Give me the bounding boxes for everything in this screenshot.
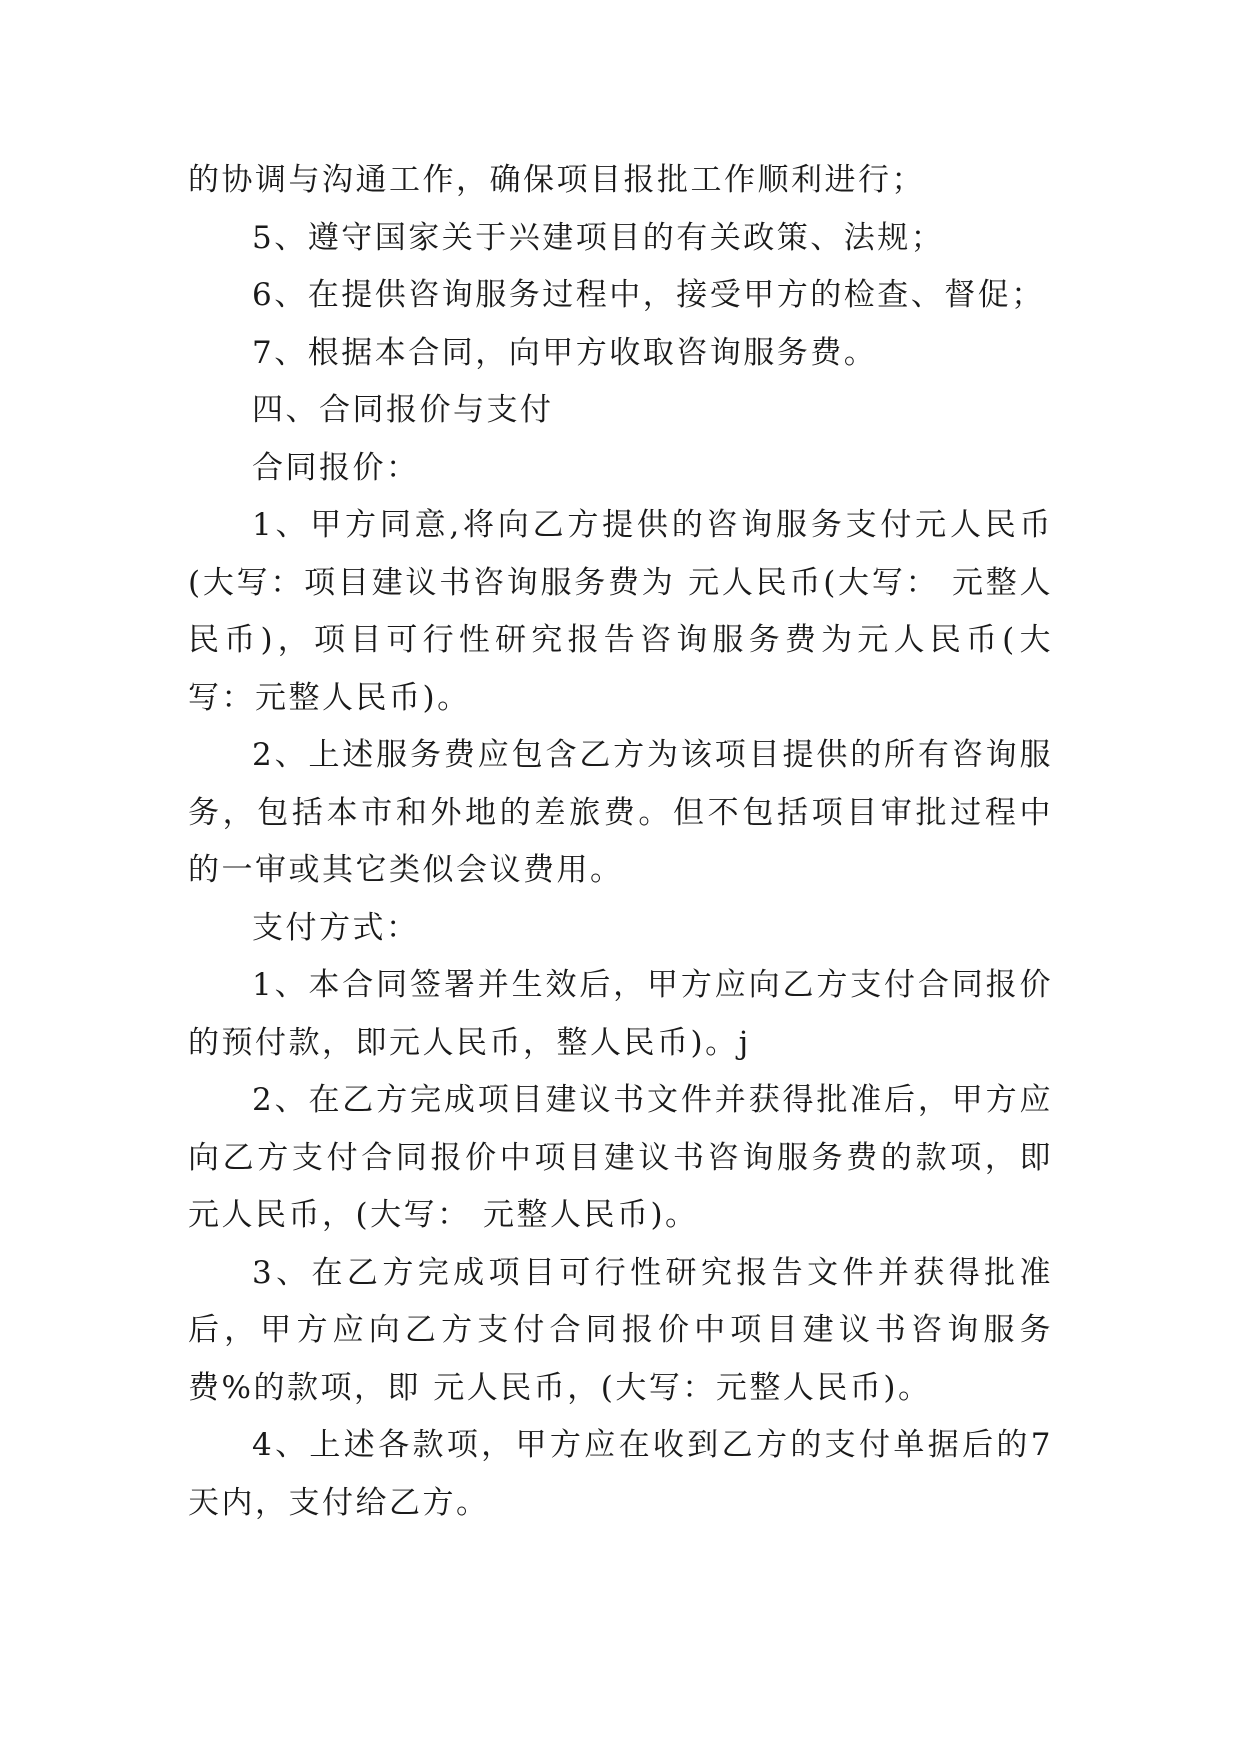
subheading-contract-quote: 合同报价： xyxy=(252,449,420,486)
subheading-payment-method: 支付方式： xyxy=(252,909,420,946)
paragraph-payment-2: 2、在乙方完成项目建议书文件并获得批准后，甲方应向乙方支付合同报价中项目建议书咨询服务费的款项，即元人民币，(大写： 元整人民币)。 xyxy=(188,1082,1053,1233)
paragraph-quote-1: 1、甲方同意,将向乙方提供的咨询服务支付元人民币(大写：项目建议书咨询服务费为 元人民币(大写： 元整人民币)，项目可行性研究报告咨询服务费为元人民币(大写：元整人民币)。 xyxy=(188,507,1053,716)
paragraph-quote-2: 2、上述服务费应包含乙方为该项目提供的所有咨询服务，包括本市和外地的差旅费。但不包括项目审批过程中的一审或其它类似会议费用。 xyxy=(188,737,1053,888)
paragraph-item-5: 5、遵守国家关于兴建项目的有关政策、法规； xyxy=(252,219,945,256)
document-body xyxy=(188,152,1053,1532)
paragraph-payment-4: 4、上述各款项，甲方应在收到乙方的支付单据后的7天内，支付给乙方。 xyxy=(188,1427,1053,1521)
paragraph-payment-1: 1、本合同签署并生效后，甲方应向乙方支付合同报价的预付款，即元人民币，整人民币)。j xyxy=(188,967,1053,1061)
paragraph-continuation: 的协调与沟通工作，确保项目报批工作顺利进行； xyxy=(188,162,925,198)
paragraph-item-6: 6、在提供咨询服务过程中，接受甲方的检查、督促； xyxy=(252,277,1045,313)
section-heading-contract-price-payment: 四、合同报价与支付 xyxy=(252,392,554,428)
paragraph-payment-3: 3、在乙方完成项目可行性研究报告文件并获得批准后，甲方应向乙方支付合同报价中项目建议书咨询服务费%的款项，即 元人民币，(大写：元整人民币)。 xyxy=(188,1254,1053,1406)
paragraph-item-7: 7、根据本合同，向甲方收取咨询服务费。 xyxy=(252,334,878,371)
